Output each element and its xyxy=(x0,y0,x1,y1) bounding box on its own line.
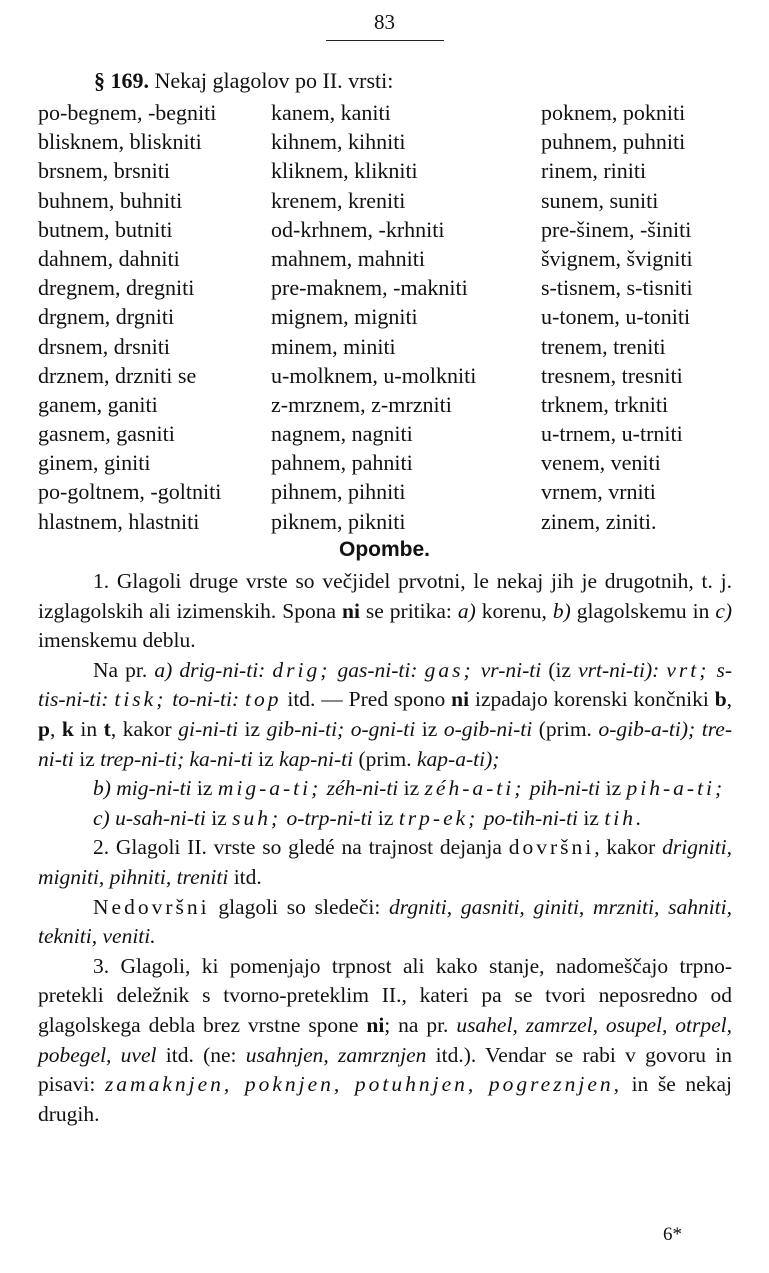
verb-entry: pihnem, pihniti xyxy=(271,479,406,505)
verb-entry: dahnem, dahniti xyxy=(38,245,180,271)
verb-entry: blisknem, bliskniti xyxy=(38,129,202,155)
verb-entry: piknem, pikniti xyxy=(271,508,406,534)
verb-entry: kihnem, kihniti xyxy=(271,129,406,155)
verb-entry: brsnem, brsniti xyxy=(38,158,170,184)
notes-body xyxy=(38,567,732,1129)
verb-entry: poknem, pokniti xyxy=(541,100,686,125)
verb-entry: hlastnem, hlastniti xyxy=(38,508,200,534)
note-2-imperfective: Nedovršni glagoli so sledeči: drgniti, gasniti, giniti, mrzniti, sahniti, tekniti, veniti. xyxy=(38,894,732,949)
verb-entry: sunem, suniti xyxy=(541,187,659,213)
verb-entry: pre-šinem, -šiniti xyxy=(541,216,692,242)
note-1-examples-b: b) mig-ni-ti iz mig-a-ti; zéh-ni-ti iz zéh-a-ti; pih-ni-ti iz pih-a-ti; xyxy=(93,776,726,801)
verb-entry: ganem, ganiti xyxy=(38,391,158,417)
verb-entry: kliknem, klikniti xyxy=(271,158,418,184)
page-number: 83 xyxy=(374,10,395,34)
note-1-examples-a: Na pr. a) drig-ni-ti: drig; gas-ni-ti: gas; vr-ni-ti (iz vrt-ni-ti): vrt; s-tis-ni-ti: tisk; to-ni-ti: top itd. — Pred spono ni izpadajo korenski končniki b, p, k in t, kakor gi-ni-ti iz gib-ni-ti; o-gni-ti iz o-gib-ni-ti (prim. o-gib-a-ti); tre-ni-ti iz trep-ni-ti; ka-ni-ti iz kap-ni-ti (prim. kap-a-ti); xyxy=(38,657,733,771)
verb-entry: gasnem, gasniti xyxy=(38,421,175,447)
verb-entry: u-molknem, u-molkniti xyxy=(271,362,477,388)
verb-entry: pahnem, pahniti xyxy=(271,450,413,476)
verb-entry: rinem, riniti xyxy=(541,158,647,184)
section-title: Nekaj glagolov po II. vrsti: xyxy=(154,68,394,93)
verb-entry: mignem, migniti xyxy=(271,304,418,330)
verb-entry: u-trnem, u-trniti xyxy=(541,421,683,447)
verb-entry: tresnem, tresniti xyxy=(541,362,683,388)
verb-column-2 xyxy=(271,98,476,536)
verb-entry: od-krhnem, -krhniti xyxy=(271,216,445,242)
verb-entry: po-goltnem, -goltniti xyxy=(38,479,222,505)
section-number: § 169. xyxy=(94,68,149,93)
verb-entry: kanem, kaniti xyxy=(271,100,391,125)
verb-entry: drznem, drzniti se xyxy=(38,362,197,388)
verb-entry: vrnem, vrniti xyxy=(541,479,656,505)
verb-entry: puhnem, puhniti xyxy=(541,129,686,155)
note-3: 3. Glagoli, ki pomenjajo trpnost ali kako stanje, nadomeščajo trpno-pretekli deležnik s tvorno-preteklim II., kateri pa se tvori neposredno od glagolskega debla brez vrstne spone ni; na pr. usahel, zamrzel, osupel, otrpel, pobegel, uvel itd. (ne: usahnjen, zamrznjen itd.). Vendar se rabi v govoru in pisavi: zamaknjen, poknjen, potuhnjen, pogreznjen, in še nekaj drugih. xyxy=(38,953,733,1126)
verb-entry: minem, miniti xyxy=(271,333,396,359)
verb-entry: buhnem, buhniti xyxy=(38,187,183,213)
verb-entry: nagnem, nagniti xyxy=(271,421,413,447)
verb-entry: butnem, butniti xyxy=(38,216,173,242)
note-1-examples-c: c) u-sah-ni-ti iz suh; o-trp-ni-ti iz trp-ek; po-tih-ni-ti iz tih. xyxy=(93,805,645,830)
verb-entry: krenem, kreniti xyxy=(271,187,406,213)
verb-entry: ginem, giniti xyxy=(38,450,151,476)
verb-entry: po-begnem, -begniti xyxy=(38,100,217,125)
verb-entry: z-mrznem, z-mrzniti xyxy=(271,391,452,417)
verb-entry: dregnem, dregniti xyxy=(38,275,195,301)
verb-entry: u-tonem, u-toniti xyxy=(541,304,691,330)
note-2: 2. Glagoli II. vrste so gledé na trajnost dejanja dovršni, kakor drigniti, migniti, pihniti, treniti itd. xyxy=(38,835,733,889)
verb-entry: zinem, ziniti. xyxy=(541,508,657,534)
verb-entry: mahnem, mahniti xyxy=(271,245,425,271)
notes-title: Opombe. xyxy=(338,538,430,561)
page-number-rule xyxy=(326,40,444,41)
section-heading xyxy=(94,68,393,94)
verb-entry: trenem, treniti xyxy=(541,333,666,359)
verb-entry: drsnem, drsniti xyxy=(38,333,170,359)
signature-mark: 6* xyxy=(663,1224,682,1245)
verb-entry: švignem, švigniti xyxy=(541,245,693,271)
verb-entry: s-tisnem, s-tisniti xyxy=(541,275,693,301)
verb-entry: venem, veniti xyxy=(541,450,661,476)
verb-column-1 xyxy=(38,98,221,536)
verb-column-3 xyxy=(541,98,693,536)
verb-entry: drgnem, drgniti xyxy=(38,304,175,330)
verb-entry: trknem, trkniti xyxy=(541,391,669,417)
verb-entry: pre-maknem, -makniti xyxy=(271,275,468,301)
note-1: 1. Glagoli druge vrste so večjidel prvotni, le nekaj jih je drugotnih, t. j. izglagolskih ali izimenskih. Spona ni se pritika: a) korenu, b) glagolskemu in c) imenskemu deblu. xyxy=(38,569,733,653)
